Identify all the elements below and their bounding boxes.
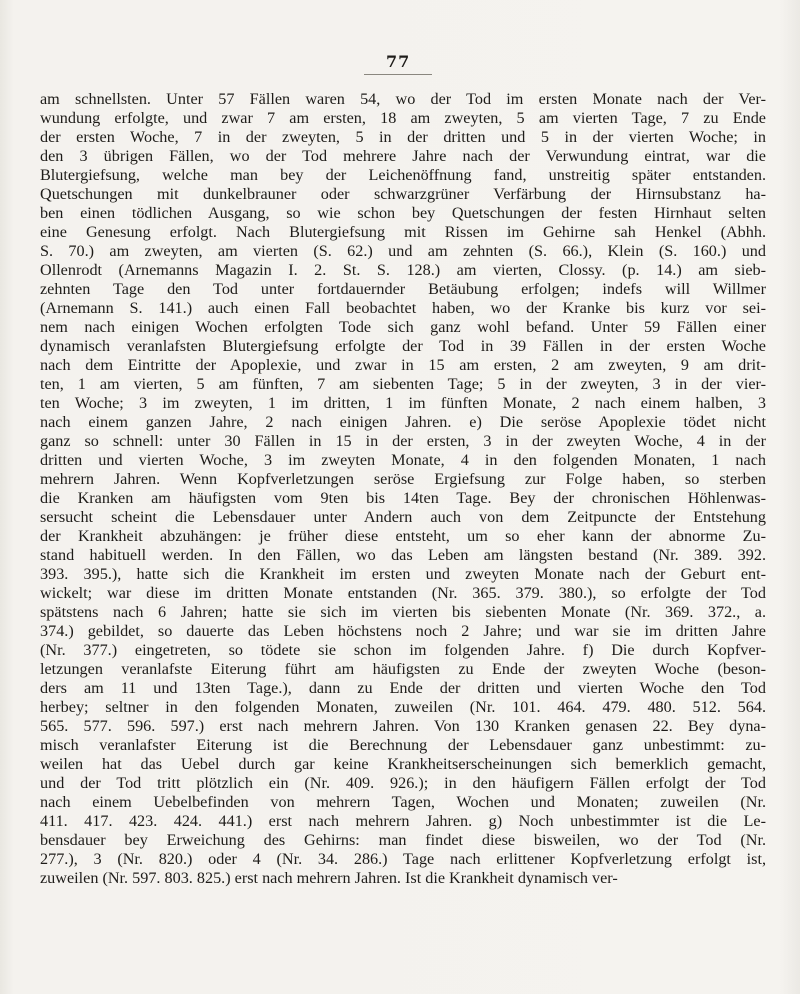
text-line: S. 70.) am zweyten, am vierten (S. 62.) und am zehnten (S. 66.), Klein (S. 160.) und xyxy=(40,242,766,260)
text-line: (Arnemann S. 141.) auch einen Fall beobachtet haben, wo der Kranke bis kurz vor sei- xyxy=(40,299,766,317)
text-line: bensdauer bey Erweichung des Gehirns: man findet diese bisweilen, wo der Tod (Nr. xyxy=(40,831,766,849)
text-line: stand habituell werden. In den Fällen, wo das Leben am längsten bestand (Nr. 389. 392. xyxy=(40,546,766,564)
text-line: dynamisch veranlafsten Blutergiefsung erfolgte der Tod in 39 Fällen in der ersten Woche xyxy=(40,337,766,355)
text-line: letzungen veranlafste Eiterung führt am häufigsten zu Ende der zweyten Woche (beson- xyxy=(40,660,766,678)
text-line: den 3 übrigen Fällen, wo der Tod mehrere Jahre nach der Verwundung eintrat, war die xyxy=(40,147,766,165)
text-line: ganz so schnell: unter 30 Fällen in 15 in der ersten, 3 in der zweyten Woche, 4 in der xyxy=(40,432,766,450)
text-line: mehrern Jahren. Wenn Kopfverletzungen seröse Ergiefsung zur Folge haben, so sterben xyxy=(40,470,766,488)
text-line: sersucht scheint die Lebensdauer unter Andern auch von dem Zeitpuncte der Entstehung xyxy=(40,508,766,526)
text-line: herbey; seltner in den folgenden Monaten, zuweilen (Nr. 101. 464. 479. 480. 512. 564. xyxy=(40,698,766,716)
text-line: nach einem ganzen Jahre, 2 nach einigen Jahren. e) Die seröse Apoplexie tödet nicht xyxy=(40,413,766,431)
text-line: 411. 417. 423. 424. 441.) erst nach mehrern Jahren. g) Noch unbestimmter ist die Le- xyxy=(40,812,766,830)
text-line: ben einen tödlichen Ausgang, so wie schon bey Quetschungen der festen Hirnhaut selten xyxy=(40,204,766,222)
text-line: zuweilen (Nr. 597. 803. 825.) erst nach mehrern Jahren. Ist die Krankheit dynamisch ver- xyxy=(40,869,618,887)
text-line: ten Woche; 3 im zweyten, 1 im dritten, 1 im fünften Monate, 2 nach einem halben, 3 xyxy=(40,394,766,412)
text-line: Blutergiefsung, welche man bey der Leichenöffnung fand, unstreitig später entstanden. xyxy=(40,166,766,184)
text-line: am schnellsten. Unter 57 Fällen waren 54, wo der Tod im ersten Monate nach der Ver- xyxy=(40,90,766,108)
text-line: der ersten Woche, 7 in der zweyten, 5 in der dritten und 5 in der vierten Woche; in xyxy=(40,128,766,146)
text-line: nach dem Eintritte der Apoplexie, und zwar in 15 am ersten, 2 am zweyten, 9 am drit- xyxy=(40,356,766,374)
header-rule xyxy=(364,74,432,75)
text-line: nem nach einigen Wochen erfolgten Tode sich ganz wohl befand. Unter 59 Fällen einer xyxy=(40,318,766,336)
text-line: wundung erfolgte, und zwar 7 am ersten, 18 am zweyten, 5 am vierten Tage, 7 zu Ende xyxy=(40,109,766,127)
text-line: zehnten Tage den Tod unter fortdauernder Betäubung erfolgen; indefs will Willmer xyxy=(40,280,766,298)
text-line: und der Tod tritt plötzlich ein (Nr. 409. 926.); in den häufigern Fällen erfolgt der Tod xyxy=(40,774,766,792)
text-line: spätstens nach 6 Jahren; hatte sie sich im vierten bis siebenten Monate (Nr. 369. 372., a. xyxy=(40,603,766,621)
text-line: die Kranken am häufigsten vom 9ten bis 14ten Tage. Bey der chronischen Höhlenwas- xyxy=(40,489,766,507)
text-line: misch veranlafster Eiterung ist die Berechnung der Lebensdauer ganz unbestimmt: zu- xyxy=(40,736,766,754)
text-line: nach einem Uebelbefinden von mehrern Tagen, Wochen und Monaten; zuweilen (Nr. xyxy=(40,793,766,811)
text-line: wickelt; war diese im dritten Monate entstanden (Nr. 365. 379. 380.), so erfolgte der Tod xyxy=(40,584,766,602)
text-line: der Krankheit abzuhängen: je früher diese entsteht, um so eher kann der abnorme Zu- xyxy=(40,527,766,545)
text-line: weilen hat das Uebel durch gar keine Krankheitserscheinungen sich bemerklich gemacht, xyxy=(40,755,766,773)
page-number: 77 xyxy=(386,52,411,71)
text-line: ders am 11 und 13ten Tage.), dann zu Ende der dritten und vierten Woche den Tod xyxy=(40,679,766,697)
text-line: dritten und vierten Woche, 3 im zweyten Monate, 4 in den folgenden Monaten, 1 nach xyxy=(40,451,766,469)
text-line: eine Genesung erfolgt. Nach Blutergiefsung mit Rissen im Gehirne sah Henkel (Abhh. xyxy=(40,223,766,241)
text-line: ten, 1 am vierten, 5 am fünften, 7 am siebenten Tage; 5 in der zweyten, 3 in der vier- xyxy=(40,375,766,393)
text-line: (Nr. 377.) eingetreten, so tödete sie schon im folgenden Jahre. f) Die durch Kopfver- xyxy=(40,641,766,659)
text-line: 277.), 3 (Nr. 820.) oder 4 (Nr. 34. 286.) Tage nach erlittener Kopfverletzung erfolgt ist, xyxy=(40,850,766,868)
text-line: 393. 395.), hatte sich die Krankheit im ersten und zweyten Monate nach der Geburt ent- xyxy=(40,565,766,583)
text-line: Quetschungen mit dunkelbrauner oder schwarzgrüner Verfärbung der Hirnsubstanz ha- xyxy=(40,185,766,203)
text-line: Ollenrodt (Arnemanns Magazin I. 2. St. S. 128.) am vierten, Clossy. (p. 14.) am sieb- xyxy=(40,261,766,279)
text-line: 374.) gebildet, so dauerte das Leben höchstens noch 2 Jahre; und war sie im dritten Jahre xyxy=(40,622,766,640)
body-text xyxy=(40,90,766,888)
text-line: 565. 577. 596. 597.) erst nach mehrern Jahren. Von 130 Kranken genasen 22. Bey dyna- xyxy=(40,717,766,735)
